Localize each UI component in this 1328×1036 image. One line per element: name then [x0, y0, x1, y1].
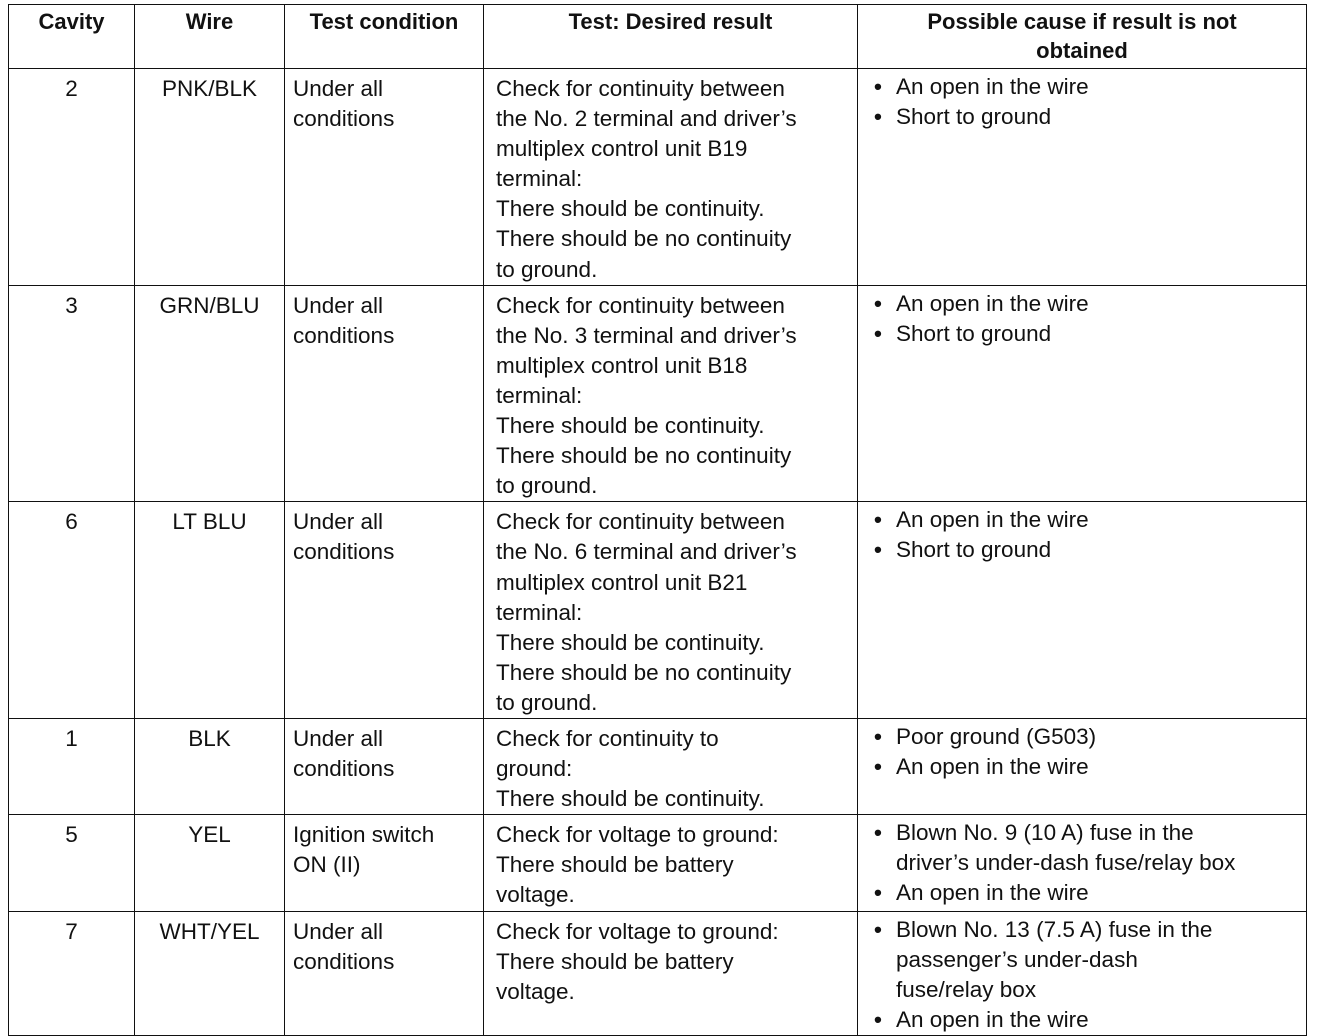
- cause-text: [896, 72, 1089, 102]
- test-condition-cell: [285, 502, 484, 719]
- header-desired-result: Test: Desired result: [484, 5, 858, 69]
- test-condition-line: Under all: [293, 509, 384, 535]
- test-condition-line: ON (II): [293, 852, 361, 878]
- bullet-icon: •: [874, 537, 882, 563]
- desired-result-line: There should be no continuity: [496, 443, 792, 469]
- wire-cell: GRN/BLU: [135, 285, 285, 502]
- desired-result-line: to ground.: [496, 256, 598, 282]
- possible-cause-cell: [858, 502, 1307, 719]
- bullet-icon: •: [874, 754, 882, 780]
- cause-text: [896, 505, 1089, 535]
- bullet-icon: •: [874, 290, 882, 316]
- test-condition-cell: [285, 285, 484, 502]
- header-possible-cause-line: Possible cause if result is not: [927, 9, 1237, 34]
- wire-cell: PNK/BLK: [135, 69, 285, 286]
- bullet-icon: •: [874, 1006, 882, 1032]
- cause-line: An open in the wire: [896, 74, 1089, 99]
- cause-line: Blown No. 13 (7.5 A) fuse in the: [896, 916, 1213, 942]
- cause-text: [896, 752, 1089, 782]
- desired-result-line: There should be no continuity: [496, 226, 792, 252]
- table-row: [9, 815, 1307, 911]
- table-row: [9, 718, 1307, 814]
- desired-result-cell: [484, 69, 858, 286]
- cause-bullet-item: [874, 505, 1306, 535]
- cause-bullet-item: [874, 915, 1306, 1005]
- cause-bullet-item: [874, 818, 1306, 878]
- cause-text: [896, 878, 1089, 908]
- cause-line: An open in the wire: [896, 754, 1089, 780]
- desired-result-line: the No. 6 terminal and driver’s: [496, 539, 797, 565]
- wire-cell: BLK: [135, 718, 285, 814]
- desired-result-line: Check for continuity between: [496, 292, 785, 318]
- cause-bullet-item: [874, 535, 1306, 565]
- cause-bullet-item: [874, 722, 1306, 752]
- test-condition-cell: [285, 815, 484, 911]
- cause-line: Short to ground: [896, 320, 1052, 346]
- cause-bullet-item: [874, 289, 1306, 319]
- possible-cause-cell: [858, 911, 1307, 1035]
- desired-result-line: to ground.: [496, 689, 598, 715]
- header-row: [9, 5, 1307, 69]
- cause-line: fuse/relay box: [896, 976, 1037, 1002]
- desired-result-line: There should be continuity.: [496, 196, 765, 222]
- test-condition-line: conditions: [293, 539, 395, 565]
- test-condition-line: Ignition switch: [293, 822, 435, 848]
- header-test-condition: Test condition: [285, 5, 484, 69]
- desired-result-line: multiplex control unit B19: [496, 136, 748, 162]
- desired-result-line: Check for continuity between: [496, 509, 785, 535]
- desired-result-line: Check for voltage to ground:: [496, 918, 779, 944]
- cause-bullet-item: [874, 102, 1306, 132]
- desired-result-cell: [484, 815, 858, 911]
- bullet-icon: •: [874, 820, 882, 846]
- header-possible-cause-line: obtained: [1036, 38, 1128, 63]
- cavity-cell: 5: [9, 815, 135, 911]
- cavity-cell: 7: [9, 911, 135, 1035]
- desired-result-line: There should be battery: [496, 852, 734, 878]
- desired-result-line: ground:: [496, 756, 573, 782]
- test-condition-line: Under all: [293, 918, 384, 944]
- cause-line: Short to ground: [896, 537, 1052, 563]
- cause-text: [896, 915, 1212, 1005]
- cause-bullet-item: [874, 752, 1306, 782]
- cause-line: Blown No. 9 (10 A) fuse in the: [896, 820, 1194, 846]
- test-condition-cell: [285, 69, 484, 286]
- bullet-icon: •: [874, 880, 882, 906]
- cause-line: Short to ground: [896, 104, 1052, 130]
- test-condition-cell: [285, 911, 484, 1035]
- cause-text: [896, 722, 1096, 752]
- cavity-cell: 6: [9, 502, 135, 719]
- cause-bullet-item: [874, 72, 1306, 102]
- test-condition-cell: [285, 718, 484, 814]
- bullet-icon: •: [874, 104, 882, 130]
- wire-cell: YEL: [135, 815, 285, 911]
- cause-line: driver’s under-dash fuse/relay box: [896, 850, 1236, 876]
- table-body: [9, 69, 1307, 1036]
- desired-result-line: There should be battery: [496, 948, 734, 974]
- test-condition-line: Under all: [293, 76, 384, 101]
- cause-bullet-item: [874, 319, 1306, 349]
- cause-line: An open in the wire: [896, 880, 1089, 906]
- desired-result-line: Check for continuity between: [496, 76, 785, 101]
- desired-result-line: Check for voltage to ground:: [496, 822, 779, 848]
- possible-cause-cell: [858, 815, 1307, 911]
- cause-text: [896, 535, 1051, 565]
- bullet-icon: •: [874, 723, 882, 749]
- header-wire: Wire: [135, 5, 285, 69]
- desired-result-cell: [484, 911, 858, 1035]
- possible-cause-cell: [858, 285, 1307, 502]
- cause-line: An open in the wire: [896, 507, 1089, 533]
- cavity-cell: 2: [9, 69, 135, 286]
- header-cavity: Cavity: [9, 5, 135, 69]
- desired-result-cell: [484, 718, 858, 814]
- desired-result-line: the No. 3 terminal and driver’s: [496, 322, 797, 348]
- desired-result-line: terminal:: [496, 599, 583, 625]
- table-row: [9, 69, 1307, 286]
- possible-cause-cell: [858, 69, 1307, 286]
- cause-bullet-item: [874, 1005, 1306, 1035]
- test-condition-line: conditions: [293, 948, 395, 974]
- desired-result-line: voltage.: [496, 882, 575, 908]
- desired-result-line: to ground.: [496, 473, 598, 499]
- wire-cell: WHT/YEL: [135, 911, 285, 1035]
- test-condition-line: conditions: [293, 322, 395, 348]
- possible-cause-cell: [858, 718, 1307, 814]
- test-condition-line: conditions: [293, 106, 395, 132]
- desired-result-line: multiplex control unit B18: [496, 352, 748, 378]
- bullet-icon: •: [874, 320, 882, 346]
- desired-result-line: Check for continuity to: [496, 725, 719, 751]
- desired-result-cell: [484, 285, 858, 502]
- desired-result-line: There should be continuity.: [496, 629, 765, 655]
- cause-line: passenger’s under-dash: [896, 946, 1138, 972]
- cause-line: An open in the wire: [896, 1006, 1089, 1032]
- cavity-cell: 3: [9, 285, 135, 502]
- desired-result-line: terminal:: [496, 382, 583, 408]
- desired-result-line: There should be continuity.: [496, 413, 765, 439]
- table-row: [9, 911, 1307, 1035]
- desired-result-line: There should be continuity.: [496, 786, 765, 812]
- test-condition-line: conditions: [293, 756, 395, 782]
- cause-text: [896, 102, 1051, 132]
- desired-result-line: multiplex control unit B21: [496, 569, 748, 595]
- desired-result-line: the No. 2 terminal and driver’s: [496, 106, 797, 132]
- cause-bullet-item: [874, 878, 1306, 908]
- wiring-test-table: [8, 4, 1307, 1036]
- desired-result-line: voltage.: [496, 978, 575, 1004]
- desired-result-line: terminal:: [496, 166, 583, 192]
- bullet-icon: •: [874, 916, 882, 942]
- cause-line: Poor ground (G503): [896, 723, 1097, 749]
- test-condition-line: Under all: [293, 725, 384, 751]
- header-possible-cause: [858, 5, 1307, 69]
- desired-result-cell: [484, 502, 858, 719]
- desired-result-line: There should be no continuity: [496, 659, 792, 685]
- table-row: [9, 502, 1307, 719]
- bullet-icon: •: [874, 507, 882, 533]
- cause-text: [896, 1005, 1089, 1035]
- cause-text: [896, 818, 1235, 878]
- wire-cell: LT BLU: [135, 502, 285, 719]
- cavity-cell: 1: [9, 718, 135, 814]
- cause-line: An open in the wire: [896, 290, 1089, 316]
- table-row: [9, 285, 1307, 502]
- cause-text: [896, 319, 1051, 349]
- cause-text: [896, 289, 1089, 319]
- bullet-icon: •: [874, 74, 882, 99]
- test-condition-line: Under all: [293, 292, 384, 318]
